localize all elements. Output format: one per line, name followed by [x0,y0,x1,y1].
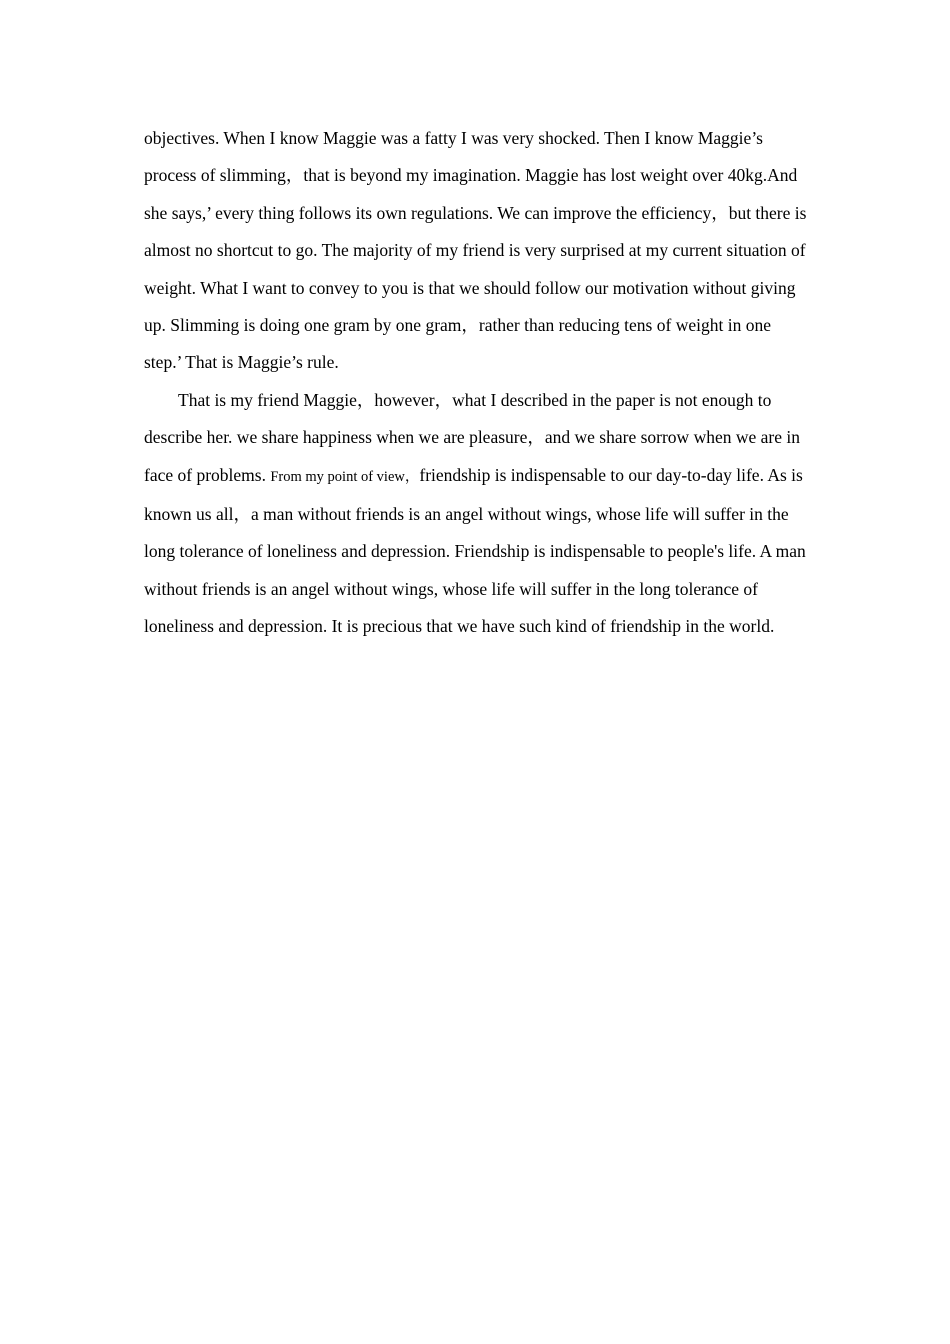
paragraph-friendship-text-start: That is my friend Maggie，however，what I described in the paper is not enough to describe her. we share happiness when we are pleasure，and we share sorrow when we are in face of problems. [144,389,800,485]
paragraph-maggie-slimming: objectives. When I know Maggie was a fatty I was very shocked. Then I know Maggie’s process of slimming，that is beyond my imagination. Maggie has lost weight over 40kg.And she says,’ every thing follows its own regulations. We can improve the efficiency，but there is almost no shortcut to go. The majority of my friend is very surprised at my current situation of weight. What I want to convey to you is that we should follow our motivation without giving up. Slimming is doing one gram by one gram，rather than reducing tens of weight in one step.’ That is Maggie’s rule. [144,128,807,373]
paragraph-friendship-text-end: friendship is indispensable to our day-to-day life. As is known us all，a man without friends is an angel without wings, whose life will suffer in the long tolerance of loneliness and depression. Friendship is indispensable to people's life. A man without friends is an angel without wings, whose life will suffer in the long tolerance of loneliness and depression. It is precious that we have such kind of friendship in the world. [144,464,806,637]
paragraph-friendship-small-phrase: From my point of view， [270,468,420,485]
paragraph-friendship [144,382,808,646]
document-page [144,120,808,646]
